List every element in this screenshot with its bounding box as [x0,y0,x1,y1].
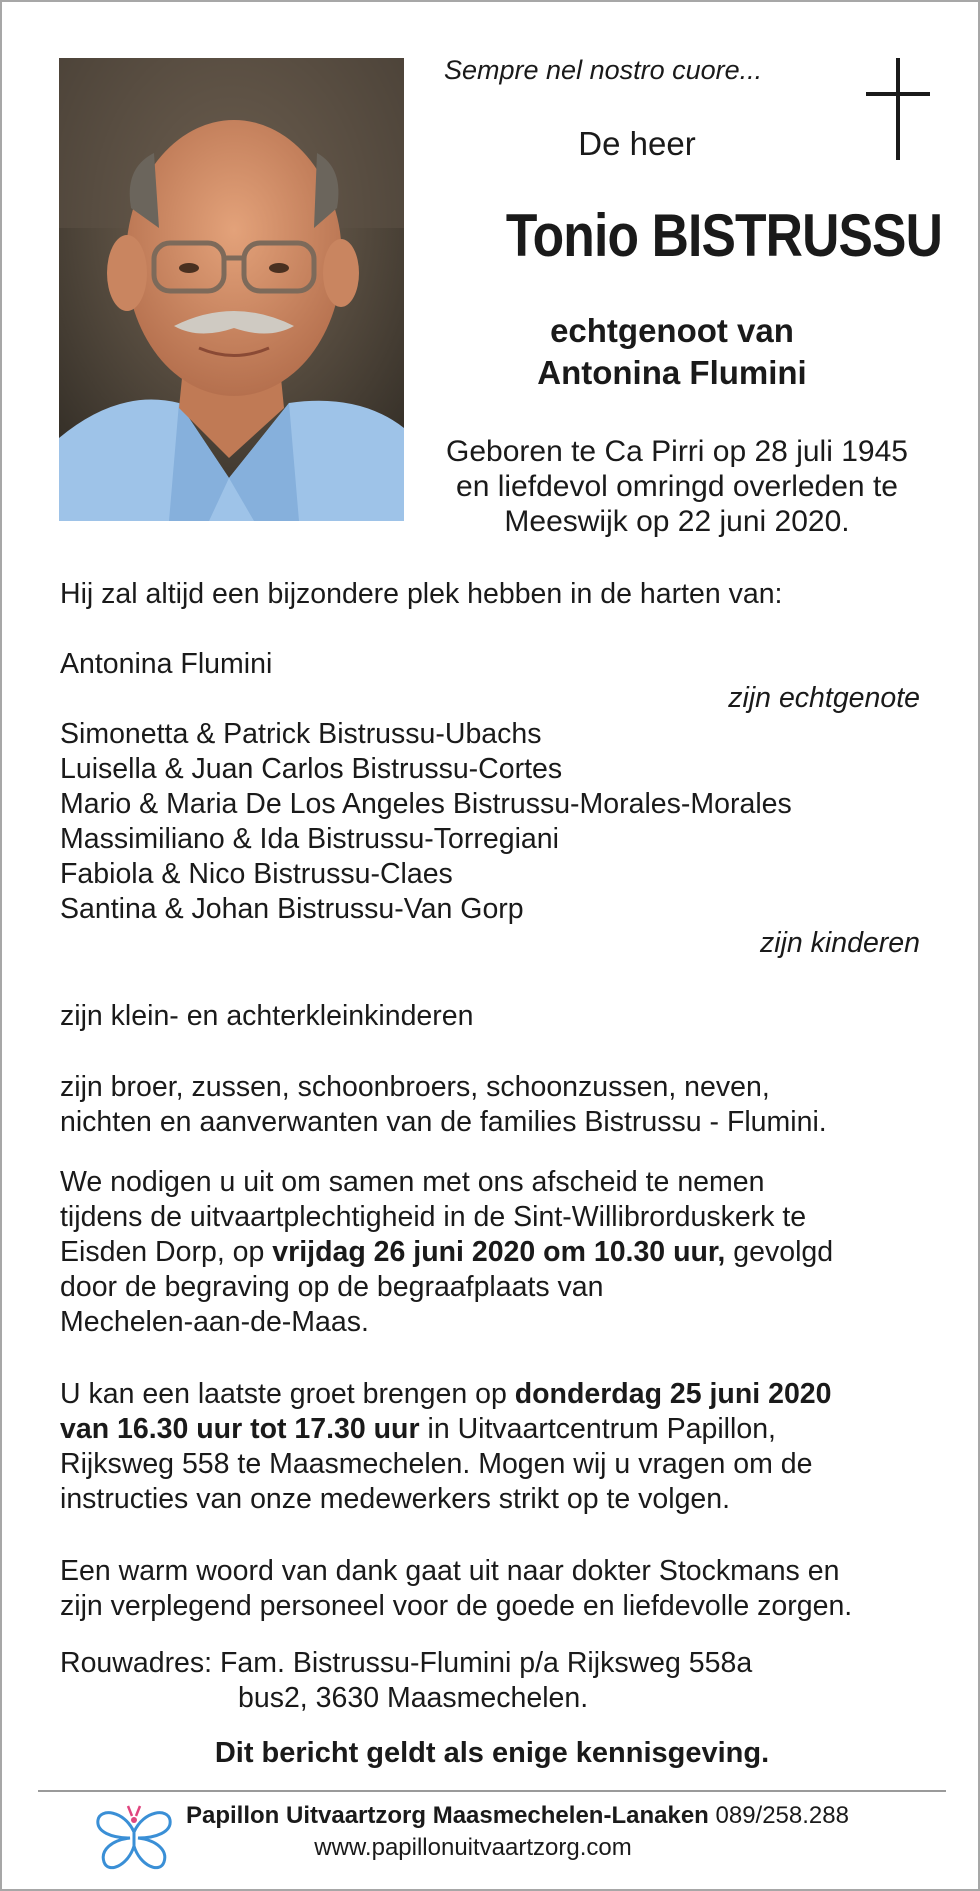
motto: Sempre nel nostro cuore... [444,55,763,85]
address-line: Rouwadres: Fam. Bistrussu-Flumini p/a Rijksweg 558a [60,1647,753,1679]
funeral-company [186,1802,946,1830]
ceremony-line: Mechelen-aan-de-Maas. [60,1306,369,1338]
grandchildren-text: zijn klein- en achterkleinkinderen [60,1000,474,1032]
child-name: Luisella & Juan Carlos Bistrussu-Cortes [60,753,563,785]
child-name: Santina & Johan Bistrussu-Van Gorp [60,893,524,925]
child-name: Massimiliano & Ida Bistrussu-Torregiani [60,823,559,855]
ceremony-line: door de begraving op de begraafplaats van [60,1271,604,1303]
ceremony-line: We nodigen u uit om samen met ons afscheid te nemen [60,1166,765,1198]
child-name: Simonetta & Patrick Bistrussu-Ubachs [60,718,542,750]
butterfly-logo-icon [94,1802,174,1874]
visit-date: donderdag 25 juni 2020 [514,1378,832,1410]
relatives-line: nichten en aanverwanten van de families Bistrussu - Flumini. [60,1106,827,1138]
cross-icon [866,58,930,160]
thanks-line: Een warm woord van dank gaat uit naar dokter Stockmans en [60,1555,840,1587]
company-name: Papillon Uitvaartzorg Maasmechelen-Lanaken [186,1802,709,1829]
child-name: Mario & Maria De Los Angeles Bistrussu-Morales-Morales [60,788,792,820]
visit-line: Rijksweg 558 te Maasmechelen. Mogen wij u vragen om de [60,1448,813,1480]
children-role: zijn kinderen [759,927,920,959]
ceremony-date: vrijdag 26 juni 2020 om 10.30 uur, [272,1236,726,1268]
ceremony-line: Eisden Dorp, op vrijdag 26 juni 2020 om 10.30 uur, gevolgd [60,1236,834,1268]
visit-line: U kan een laatste groet brengen op donderdag 25 juni 2020 [60,1378,832,1410]
spouse-name: Antonina Flumini [60,648,273,680]
salutation: De heer [578,125,696,162]
birth-death-line: en liefdevol omringd overleden te [456,470,898,503]
spouse-line-2: Antonina Flumini [537,354,807,391]
address-line: bus2, 3630 Maasmechelen. [238,1682,589,1714]
relatives-line: zijn broer, zussen, schoonbroers, schoonzussen, neven, [60,1071,770,1103]
closing-statement: Dit bericht geldt als enige kennisgeving. [214,1737,770,1769]
spouse-role: zijn echtgenote [728,682,920,714]
visit-line: van 16.30 uur tot 17.30 uur in Uitvaartcentrum Papillon, [60,1413,776,1445]
company-phone: 089/258.288 [708,1802,849,1829]
child-name: Fabiola & Nico Bistrussu-Claes [60,858,453,890]
company-website: www.papillonuitvaartzorg.com [314,1834,632,1861]
birth-death-line: Geboren te Ca Pirri op 28 juli 1945 [446,435,908,468]
birth-death-line: Meeswijk op 22 juni 2020. [504,505,850,538]
portrait-photo [59,58,404,521]
spouse-line-1: echtgenoot van [550,312,794,349]
deceased-name: Tonio BISTRUSSU [505,202,942,269]
thanks-line: zijn verplegend personeel voor de goede en liefdevolle zorgen. [60,1590,853,1622]
intro-text: Hij zal altijd een bijzondere plek hebben in de harten van: [60,578,783,610]
visit-line: instructies van onze medewerkers strikt op te volgen. [60,1483,731,1515]
visit-time: van 16.30 uur tot 17.30 uur [60,1413,420,1445]
footer-divider [38,1790,946,1792]
ceremony-line: tijdens de uitvaartplechtigheid in de Sint-Willibrorduskerk te [60,1201,807,1233]
